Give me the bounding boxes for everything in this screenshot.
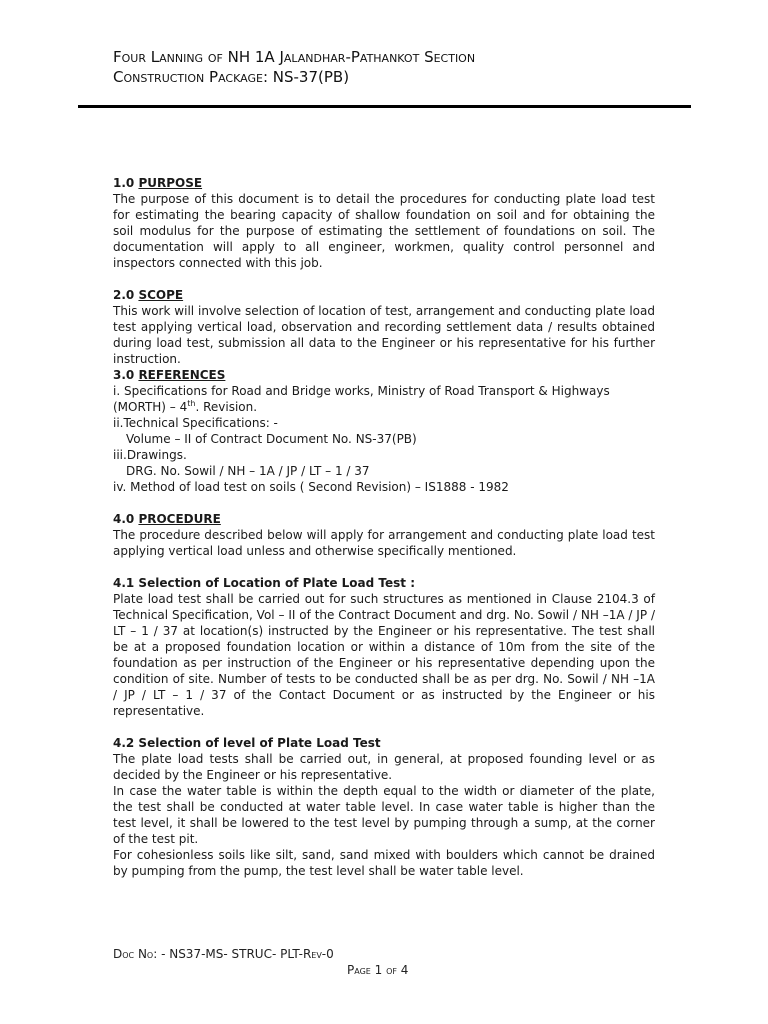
subsection-location-heading: 4.1 Selection of Location of Plate Load Test : xyxy=(113,576,415,590)
document-body xyxy=(113,175,655,879)
level-paragraph: The plate load tests shall be carried out, in general, at proposed founding level or as decided by the Engineer or his representative. xyxy=(113,752,655,782)
reference-item: iv. Method of load test on soils ( Second Revision) – IS1888 - 1982 xyxy=(113,480,509,494)
purpose-paragraph: The purpose of this document is to detail the procedures for conducting plate load test for estimating the bearing capacity of shallow foundation on soil and for obtaining the soil modulus for the purpose of estimating the settlement of foundations on soil. The documentation will apply to all engineer, workmen, quality control personnel and inspectors connected with this job. xyxy=(113,192,655,270)
reference-item: i. Specifications for Road and Bridge works, Ministry of Road Transport & Highways (MORTH) – 4th. Revision. xyxy=(113,384,610,414)
section-procedure-heading xyxy=(113,511,655,527)
scope-paragraph: This work will involve selection of location of test, arrangement and conducting plate load test applying vertical load, observation and recording settlement data / results obtained during load test, submission all data to the Engineer or his representative for his further instruction. xyxy=(113,304,655,366)
section-title: PURPOSE xyxy=(138,176,203,190)
section-title: REFERENCES xyxy=(138,368,226,382)
header-package-title: Construction Package: NS-37(PB) xyxy=(113,68,350,86)
location-paragraph: Plate load test shall be carried out for such structures as mentioned in Clause 2104.3 of Technical Specification, Vol – II of the Contract Document and drg. No. Sowil / NH –1A / JP / LT – 1 / 37 at location(s) instructed by the Engineer or his representative. The test shall be at a proposed foundation location or within a distance of 10m from the site of the foundation as per instruction of the Engineer or his representative depending upon the condition of site. Number of tests to be conducted shall be as per drg. No. Sowil / NH –1A / JP / LT – 1 / 37 of the Contact Document or as instructed by the Engineer or his representative. xyxy=(113,592,655,718)
reference-subitem: DRG. No. Sowil / NH – 1A / JP / LT – 1 / 37 xyxy=(126,464,370,478)
reference-item: ii.Technical Specifications: - xyxy=(113,416,278,430)
section-scope-heading xyxy=(113,287,655,303)
subsection-level-heading: 4.2 Selection of level of Plate Load Test xyxy=(113,736,381,750)
section-purpose-heading xyxy=(113,175,655,191)
section-number: 2.0 xyxy=(113,288,139,302)
footer-page-number: Page 1 of 4 xyxy=(347,963,409,977)
procedure-paragraph: The procedure described below will apply for arrangement and conducting plate load test applying vertical load unless and otherwise specifically mentioned. xyxy=(113,528,655,558)
section-title: SCOPE xyxy=(138,288,184,302)
reference-item: iii.Drawings. xyxy=(113,448,187,462)
section-references-heading xyxy=(113,367,655,383)
footer-doc-number: Doc No: - NS37-MS- STRUC- PLT-Rev-0 xyxy=(113,947,334,961)
header-divider xyxy=(78,105,691,108)
section-number: 3.0 xyxy=(113,368,139,382)
header-project-title: Four Lanning of NH 1A Jalandhar-Pathankot Section xyxy=(113,48,476,66)
level-paragraph: In case the water table is within the depth equal to the width or diameter of the plate, the test shall be conducted at water table level. In case water table is higher than the test level, it shall be lowered to the test level by pumping through a sump, at the corner of the test pit. xyxy=(113,784,655,846)
section-title: PROCEDURE xyxy=(138,512,221,526)
section-number: 4.0 xyxy=(113,512,139,526)
level-paragraph: For cohesionless soils like silt, sand, sand mixed with boulders which cannot be drained by pumping from the pump, the test level shall be water table level. xyxy=(113,848,655,878)
reference-subitem: Volume – II of Contract Document No. NS-37(PB) xyxy=(126,432,417,446)
document-header xyxy=(113,47,673,87)
section-number: 1.0 xyxy=(113,176,139,190)
